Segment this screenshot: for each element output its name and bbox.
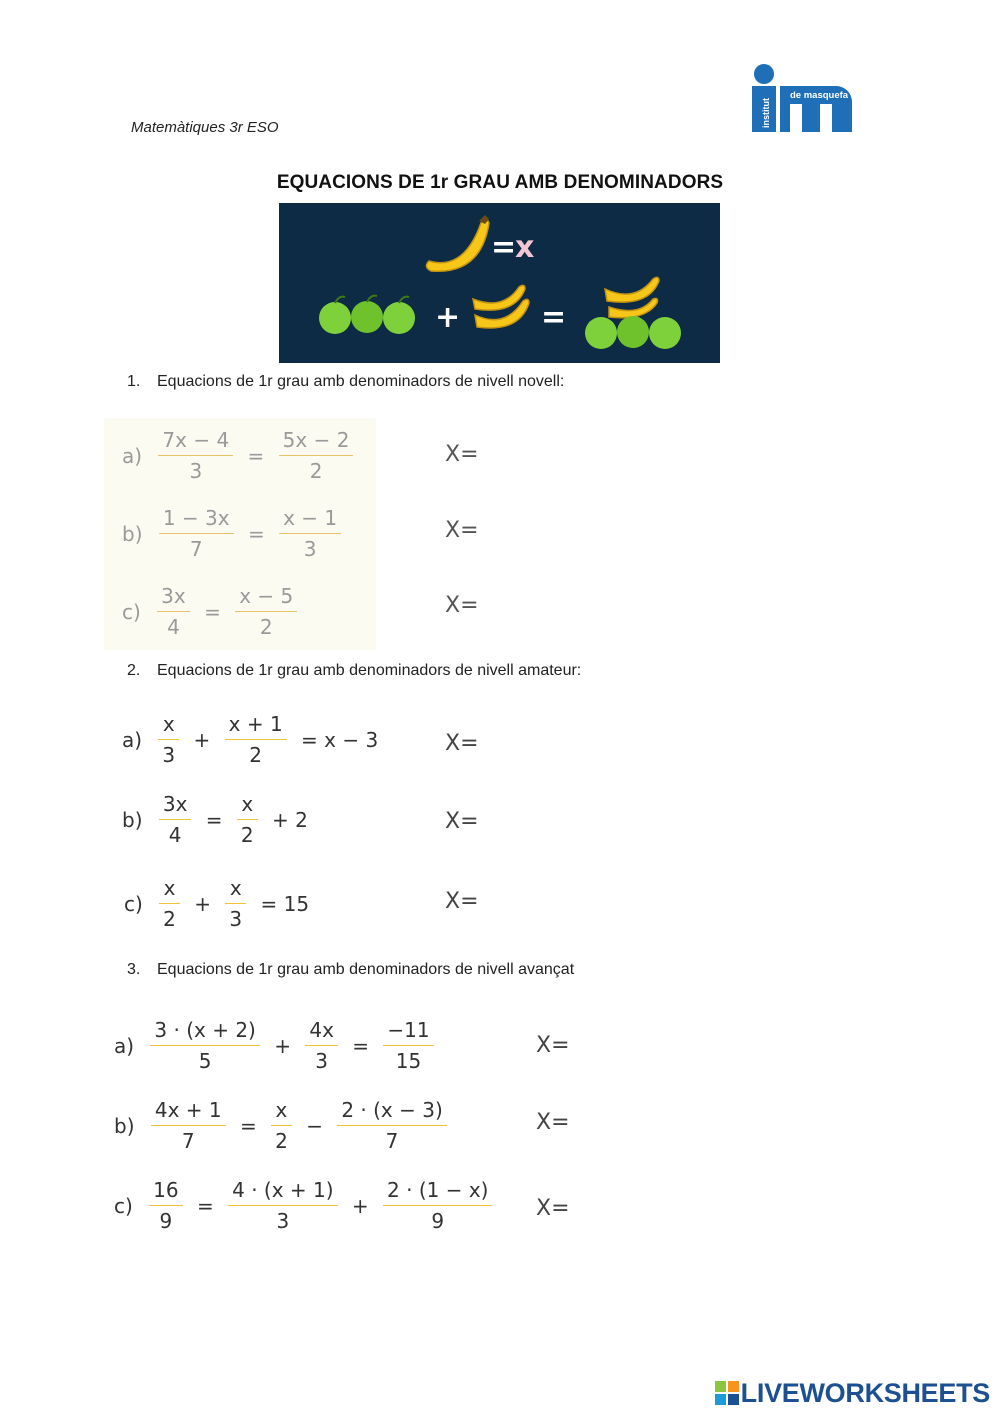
svg-text:institut: institut [761,98,771,128]
banana-icon [426,215,489,271]
answer-3a-label: X= [536,1033,570,1058]
answer-2b-label: X= [445,809,479,834]
svg-text:x: x [515,230,535,265]
answer-2c-label: X= [445,889,479,914]
answer-2c-input[interactable] [478,887,638,917]
answer-1a-label: X= [445,442,479,467]
equation-banner [279,203,720,363]
svg-text:=: = [541,300,567,335]
answer-2a-label: X= [445,731,479,756]
answer-1b-label: X= [445,518,479,543]
answer-1c-label: X= [445,593,479,618]
school-logo [750,64,854,134]
svg-text:de masquefa: de masquefa [790,90,849,101]
equation-3b: b) $\frac{4x + 1}{7}$ = $\frac{x}{2}$ − $\frac{2 \cdot (x - 3)}{7}$ [114,1098,447,1153]
equation-1a: a) $\frac{7x - 4}{3}$ = $\frac{5x - 2}{2}$ [122,428,353,483]
answer-1b-input[interactable] [478,516,638,546]
equation-1c: c) $\frac{3x}{4}$ = $\frac{x - 5}{2}$ [122,584,297,639]
answer-3b-label: X= [536,1110,570,1135]
equation-2c: c) $\frac{x}{2}$ + $\frac{x}{3}$ = 15 [124,876,310,931]
equation-2a: a) $\frac{x}{3}$ + $\frac{x + 1}{2}$ = x − 3 [122,712,379,767]
answer-1c-input[interactable] [478,591,638,621]
bananas-icon [473,285,529,328]
answer-3c-input[interactable] [570,1194,730,1224]
fruit-pile-icon [585,277,681,349]
svg-text:=: = [491,230,517,265]
answer-3c-label: X= [536,1196,570,1221]
answer-2b-input[interactable] [478,807,638,837]
answer-2a-input[interactable] [478,729,638,759]
section-1-heading: 1. Equacions de 1r grau amb denominadors de nivell novell: [127,373,565,390]
equation-2b: b) $\frac{3x}{4}$ = $\frac{x}{2}$ + 2 [122,792,308,847]
answer-1a-input[interactable] [478,440,638,470]
svg-text:+: + [435,300,461,335]
subject-label: Matemàtiques 3r ESO [131,119,279,136]
equation-3c: c) $\frac{16}{9}$ = $\frac{4 \cdot (x + 1)}{3}$ + $\frac{2 \cdot (1 - x)}{9}$ [114,1178,492,1233]
section-3-heading: 3. Equacions de 1r grau amb denominadors de nivell avançat [127,961,575,978]
page-title: EQUACIONS DE 1r GRAU AMB DENOMINADORS [276,172,724,193]
apples-icon [319,296,415,334]
equation-1b: b) $\frac{1 - 3x}{7}$ = $\frac{x - 1}{3}$ [122,506,341,561]
section-2-heading: 2. Equacions de 1r grau amb denominadors de nivell amateur: [127,662,582,679]
liveworksheets-icon [715,1381,739,1405]
answer-3b-input[interactable] [570,1108,730,1138]
equation-3a: a) $\frac{3 \cdot (x + 2)}{5}$ + $\frac{4x}{3}$ = $\frac{-11}{15}$ [114,1018,434,1073]
liveworksheets-brand[interactable]: LIVEWORKSHEETS [715,1378,990,1409]
answer-3a-input[interactable] [570,1031,730,1061]
